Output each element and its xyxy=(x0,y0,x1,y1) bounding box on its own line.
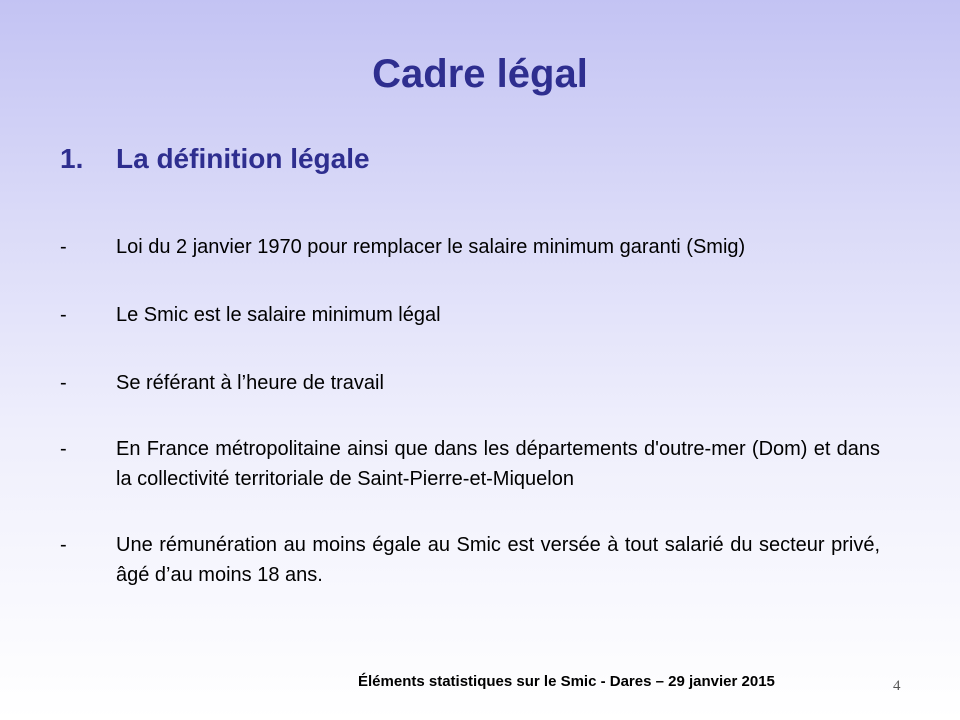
bullet-marker: - xyxy=(60,236,67,258)
bullet-item xyxy=(60,232,880,262)
bullet-marker: - xyxy=(60,534,67,556)
section-number: 1. xyxy=(60,143,84,174)
section-title: La définition légale xyxy=(116,143,370,174)
bullet-item xyxy=(60,434,880,494)
bullet-marker: - xyxy=(60,304,67,326)
bullet-list xyxy=(60,232,880,590)
section-heading xyxy=(60,143,370,175)
slide-title: Cadre légal xyxy=(372,52,588,96)
bullet-text: En France métropolitaine ainsi que dans les départements d'outre-mer (Dom) et dans la collectivité territoriale de Saint-Pierre-et-Miquelon xyxy=(116,438,880,490)
bullet-item xyxy=(60,300,880,330)
bullet-text: Loi du 2 janvier 1970 pour remplacer le salaire minimum garanti (Smig) xyxy=(116,236,746,258)
bullet-item xyxy=(60,530,880,590)
bullet-text: Le Smic est le salaire minimum légal xyxy=(116,304,441,326)
bullet-text: Se référant à l’heure de travail xyxy=(116,372,384,394)
footer-text: Éléments statistiques sur le Smic - Dares – 29 janvier 2015 xyxy=(358,673,775,690)
bullet-marker: - xyxy=(60,438,67,460)
bullet-item xyxy=(60,368,880,398)
bullet-text: Une rémunération au moins égale au Smic est versée à tout salarié du secteur privé, âgé d’au moins 18 ans. xyxy=(116,534,880,586)
bullet-marker: - xyxy=(60,372,67,394)
page-number: 4 xyxy=(893,678,901,694)
